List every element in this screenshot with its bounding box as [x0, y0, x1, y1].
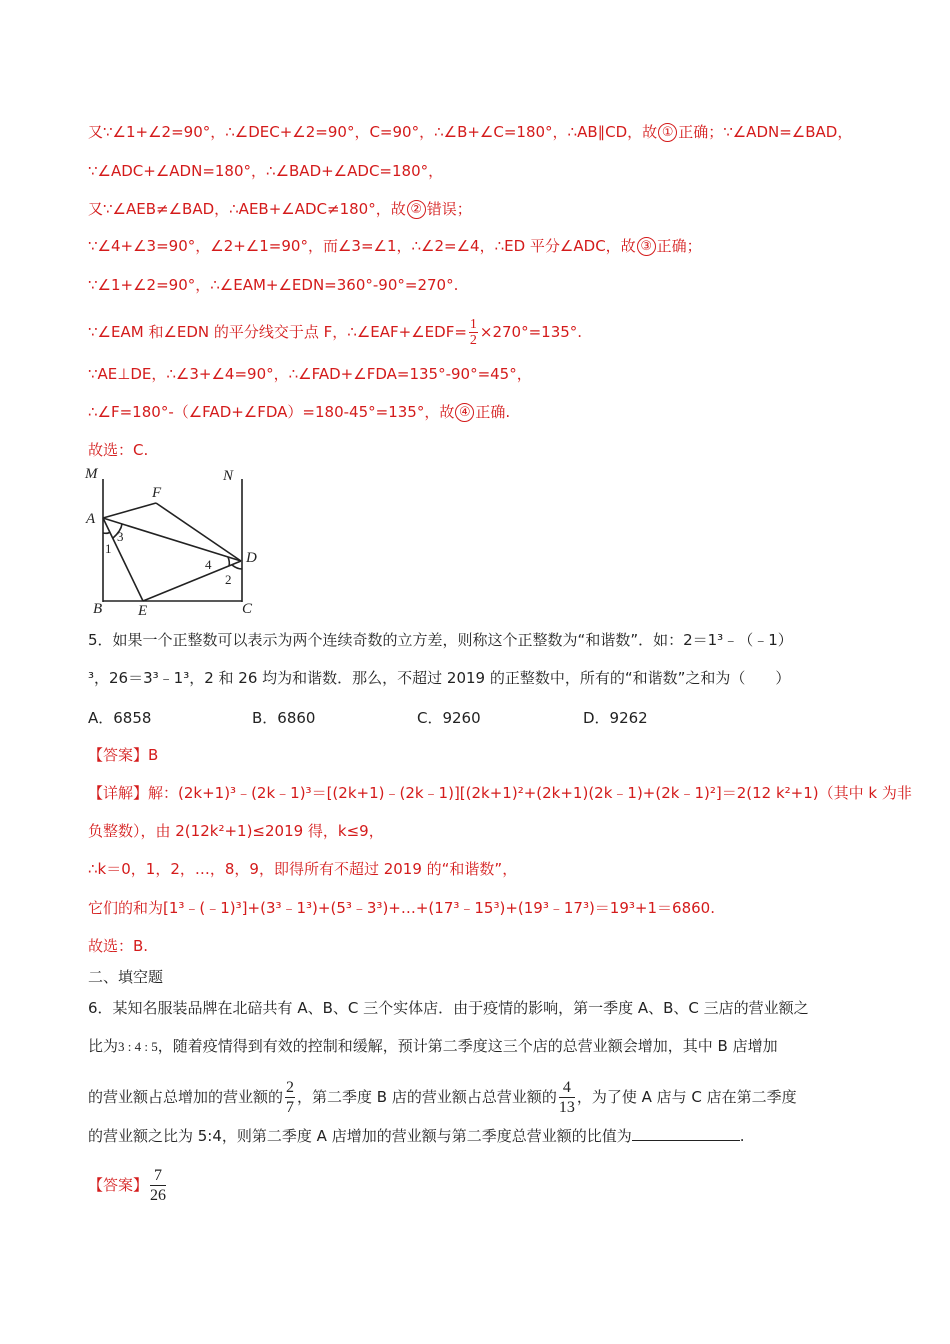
fraction-denominator: 13: [558, 1099, 575, 1116]
label-a: A: [86, 511, 96, 527]
line-fd: [156, 503, 241, 561]
label-n: N: [223, 468, 234, 484]
label-c: C: [242, 601, 253, 615]
label-2: 2: [225, 572, 232, 587]
solution-text: ∵∠ADC+∠ADN=180°，∴∠BAD+∠ADC=180°，: [88, 162, 444, 180]
fraction-numerator: 4: [559, 1078, 575, 1098]
q6-text: 的营业额之比为 5:4，则第二季度 A 店增加的营业额与第二季度总营业额的比值为: [88, 1127, 632, 1145]
solution-line-1: [88, 122, 852, 142]
fraction-numerator: 1: [469, 317, 477, 332]
solution-text: 正确；∵∠ADN=∠BAD，: [678, 123, 853, 141]
solution-line-6: [88, 317, 582, 348]
solution-text: 又∵∠AEB≠∠BAD，∴AEB+∠ADC≠180°，故: [88, 200, 406, 218]
solution-line-4: [88, 236, 702, 256]
q5-option-c: C．9260: [417, 709, 481, 727]
solution-line-2: [88, 161, 443, 181]
fraction-denominator: 26: [150, 1187, 167, 1204]
q5-detail-line1: [88, 783, 912, 803]
section-heading: 二、填空题: [88, 968, 164, 986]
q5-detail-line2: 负整数），由 2(12k²+1)≤2019 得，k≤9，: [88, 822, 384, 840]
line-af: [103, 503, 156, 518]
fraction-half: [469, 317, 478, 348]
q6-text: ，随着疫情得到有效的控制和缓解，预计第二季度这三个店的总营业额会增加，其中 B 店增加: [157, 1037, 778, 1055]
line-ad: [103, 518, 241, 561]
q5-choose: 故选：B.: [88, 937, 149, 955]
q6-stem-line4: [88, 1126, 745, 1146]
solution-text: ∵∠1+∠2=90°，∴∠EAM+∠EDN=360°-90°=270°.: [88, 276, 459, 294]
solution-text: 正确.: [475, 403, 511, 421]
answer-tag: 【答案】: [88, 1176, 149, 1194]
solution-text: ∵AE⊥DE，∴∠3+∠4=90°，∴∠FAD+∠FDA=135°-90°=45°，: [88, 365, 532, 383]
q5-stem-line2: ³，26＝3³﹣1³，2 和 26 均为和谐数．那么，不超过 2019 的正整数中，所有的“和谐数”之和为（ ）: [88, 669, 791, 687]
solution-text: 故选：C.: [88, 441, 149, 459]
q6-text: 的营业额占总增加的营业额的: [88, 1088, 284, 1106]
q5-detail-line3: ∴k＝0，1，2，…，8，9，即得所有不超过 2019 的“和谐数”，: [88, 860, 518, 878]
circled-number: ④: [455, 403, 474, 422]
q6-answer: [88, 1166, 168, 1205]
fraction-4-13: [559, 1078, 575, 1117]
figure-lines: [103, 479, 242, 602]
q5-stem-line1: 5．如果一个正整数可以表示为两个连续奇数的立方差，则称这个正整数为“和谐数”．如：2＝1³﹣（﹣1）: [88, 631, 793, 649]
detail-text: 解：(2k+1)³﹣(2k﹣1)³＝[(2k+1)﹣(2k﹣1)][(2k+1)²+(2k+1)(2k﹣1)+(2k﹣1)²]＝2(12 k²+1)（其中 k 为非: [148, 784, 912, 802]
solution-text: 错误；: [426, 200, 472, 218]
label-e: E: [138, 603, 148, 615]
q6-stem-line2: [88, 1036, 778, 1057]
angle-arc-1: [103, 532, 110, 533]
q6-text: .: [739, 1127, 745, 1145]
detail-tag: 【详解】: [88, 784, 149, 802]
fraction-denominator: 2: [469, 333, 477, 348]
answer-fraction: [150, 1166, 166, 1205]
solution-line-7: [88, 364, 532, 384]
q6-text: ，为了使 A 店与 C 店在第二季度: [576, 1088, 797, 1106]
q6-text: 比为: [88, 1037, 119, 1055]
solution-text: 又∵∠1+∠2=90°，∴∠DEC+∠2=90°，C=90°，∴∠B+∠C=180°，∴AB∥CD，故: [88, 123, 658, 141]
q5-option-b: B．6860: [252, 709, 316, 727]
fraction-numerator: 2: [286, 1079, 295, 1096]
label-b: B: [93, 601, 103, 615]
answer-value: B: [148, 746, 159, 764]
q5-option-d: D．9262: [583, 709, 648, 727]
angle-arc-4: [228, 557, 229, 566]
label-4: 4: [205, 557, 212, 572]
solution-line-8: [88, 402, 510, 422]
label-3: 3: [117, 529, 124, 544]
answer-blank[interactable]: [632, 1126, 740, 1141]
q6-stem-line3: [88, 1078, 797, 1117]
q6-ratio: 3 : 4 : 5: [118, 1039, 158, 1054]
solution-text: ∵∠4+∠3=90°，∠2+∠1=90°，而∠3=∠1，∴∠2=∠4，∴ED 平分∠ADC，故: [88, 237, 636, 255]
answer-tag: 【答案】: [88, 746, 149, 764]
solution-choose: [88, 440, 148, 460]
solution-text: ∴∠F=180°-（∠FAD+∠FDA）=180-45°=135°，故: [88, 403, 455, 421]
solution-text: ×270°=135°.: [479, 323, 583, 341]
q5-answer: [88, 745, 158, 765]
label-1: 1: [105, 541, 112, 556]
solution-line-5: [88, 275, 458, 295]
q6-stem-line1: 6．某知名服装品牌在北碚共有 A、B、C 三个实体店．由于疫情的影响，第一季度 A、B、C 三店的营业额之: [88, 999, 809, 1017]
label-m: M: [85, 466, 98, 482]
solution-line-3: [88, 199, 472, 219]
circled-number: ③: [637, 237, 656, 256]
q5-detail-line4: 它们的和为[1³﹣(﹣1)³]+(3³﹣1³)+(5³﹣3³)+…+(17³﹣15³)+(19³﹣17³)＝19³+1＝6860.: [88, 899, 715, 917]
geometry-figure: [80, 465, 270, 615]
fraction-denominator: 7: [286, 1099, 295, 1116]
q5-option-a: A．6858: [88, 709, 152, 727]
fraction-numerator: 7: [150, 1166, 166, 1186]
label-d: D: [246, 550, 257, 566]
circled-number: ②: [407, 200, 426, 219]
q6-text: ，第二季度 B 店的营业额占总营业额的: [297, 1088, 557, 1106]
solution-text: ∵∠EAM 和∠EDN 的平分线交于点 F，∴∠EAF+∠EDF=: [88, 323, 467, 341]
circled-number: ①: [658, 123, 677, 142]
angle-arc-2: [232, 565, 242, 569]
fraction-2-7: [285, 1078, 295, 1117]
label-f: F: [152, 485, 162, 501]
solution-text: 正确；: [656, 237, 702, 255]
